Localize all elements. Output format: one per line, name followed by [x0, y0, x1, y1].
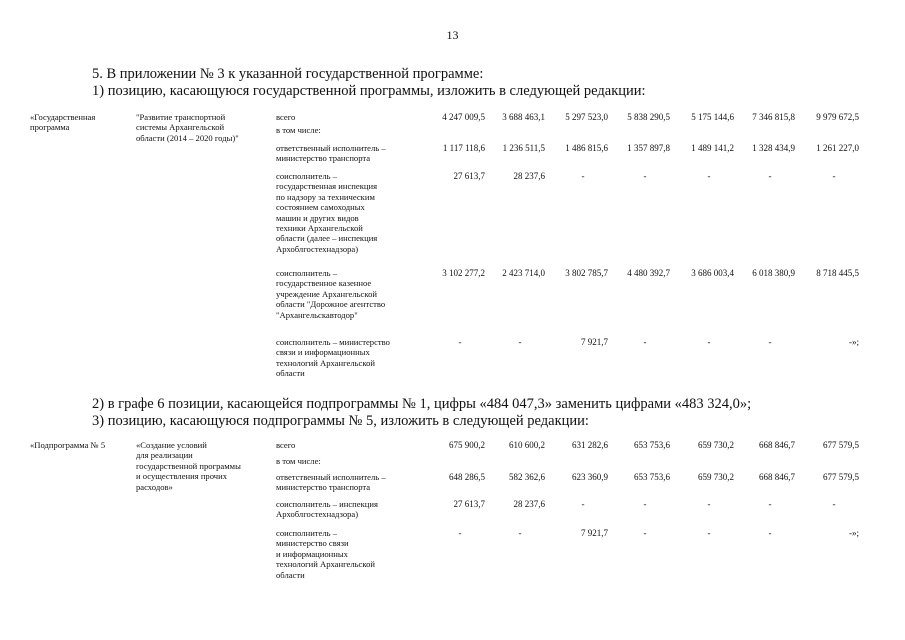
value-cell: - [707, 528, 711, 538]
value-cell: - [768, 171, 772, 181]
value-cell: 1 117 118,6 [442, 143, 485, 153]
value-cell: 582 362,6 [509, 472, 545, 482]
value-cell: - [707, 337, 711, 347]
value-cell: 2 423 714,0 [502, 268, 545, 278]
row-label: соисполнитель – государственная инспекция по надзору за техническим состоянием самоходных машин и других видов техники Архангельской области (далее – инспекция Архоблгостехнадзора) [276, 171, 378, 254]
value-cell: 677 579,5 [823, 440, 859, 450]
value-cell: 27 613,7 [453, 499, 485, 509]
value-cell: 8 718 445,5 [816, 268, 859, 278]
value-cell: 28 237,6 [513, 499, 545, 509]
value-cell: 3 102 277,2 [442, 268, 485, 278]
value-cell: 7 921,7 [581, 337, 608, 347]
value-cell: 6 018 380,9 [752, 268, 795, 278]
item-1-text: 1) позицию, касающуюся государственной программы, изложить в следующей редакции: [92, 83, 646, 99]
value-cell: 5 175 144,6 [691, 112, 734, 122]
value-cell: - [643, 499, 647, 509]
table2-col2: «Создание условий для реализации государственной программы и осуществления прочих расходов» [136, 440, 241, 492]
row-label: соисполнитель – министерство связи и информационных технологий Архангельской области [276, 528, 375, 580]
value-cell: 5 297 523,0 [565, 112, 608, 122]
value-cell: - [458, 528, 462, 538]
value-cell: 631 282,6 [572, 440, 608, 450]
value-cell: 668 846,7 [759, 440, 795, 450]
item-3-text: 3) позицию, касающуюся подпрограммы № 5, изложить в следующей редакции: [92, 413, 589, 429]
value-cell: 659 730,2 [698, 472, 734, 482]
item-2-text: 2) в графе 6 позиции, касающейся подпрограммы № 1, цифры «484 047,3» заменить цифрами «483 324,0»; [92, 396, 752, 412]
value-cell: 3 802 785,7 [565, 268, 608, 278]
value-cell: 648 286,5 [449, 472, 485, 482]
value-cell: 677 579,5 [823, 472, 859, 482]
value-cell: - [518, 528, 522, 538]
value-cell: - [768, 528, 772, 538]
row-label: всего [276, 440, 296, 450]
row-label: в том числе: [276, 125, 321, 135]
value-cell: 4 480 392,7 [627, 268, 670, 278]
value-cell: - [643, 528, 647, 538]
value-cell: 1 357 897,8 [627, 143, 670, 153]
row-label: соисполнитель – государственное казенное учреждение Архангельской области "Дорожное агентство "Архангельскавтодор" [276, 268, 386, 320]
value-cell: 1 236 511,5 [502, 143, 545, 153]
value-cell: 28 237,6 [513, 171, 545, 181]
value-cell: 1 486 815,6 [565, 143, 608, 153]
value-cell: 653 753,6 [634, 440, 670, 450]
value-cell: 1 328 434,9 [752, 143, 795, 153]
page-number: 13 [446, 28, 459, 42]
value-cell: - [832, 499, 836, 509]
value-cell: 653 753,6 [634, 472, 670, 482]
value-cell: - [643, 337, 647, 347]
value-cell: - [832, 171, 836, 181]
value-cell: 1 261 227,0 [816, 143, 859, 153]
table1-col2: "Развитие транспортной системы Архангельской области (2014 – 2020 годы)" [136, 112, 239, 143]
row-label: всего [276, 112, 296, 122]
value-cell: 7 346 815,8 [752, 112, 795, 122]
row-label: соисполнитель – инспекция Архоблгостехнадзора) [276, 499, 378, 520]
row-label: соисполнитель – министерство связи и информационных технологий Архангельской области [276, 337, 390, 379]
value-cell: - [707, 499, 711, 509]
row-label: в том числе: [276, 456, 321, 466]
value-cell: -»; [849, 337, 859, 347]
value-cell: 4 247 009,5 [442, 112, 485, 122]
value-cell: - [581, 499, 585, 509]
row-label: ответственный исполнитель – министерство транспорта [276, 472, 386, 493]
table2-col1: «Подпрограмма № 5 [30, 440, 106, 450]
value-cell: - [768, 499, 772, 509]
value-cell: -»; [849, 528, 859, 538]
table1-col1: «Государственная программа [30, 112, 96, 133]
value-cell: - [518, 337, 522, 347]
value-cell: 1 489 141,2 [691, 143, 734, 153]
value-cell: - [768, 337, 772, 347]
value-cell: 3 688 463,1 [502, 112, 545, 122]
value-cell: 27 613,7 [453, 171, 485, 181]
value-cell: 3 686 003,4 [691, 268, 734, 278]
value-cell: - [458, 337, 462, 347]
section-5-heading: 5. В приложении № 3 к указанной государственной программе: [92, 66, 484, 82]
row-label: ответственный исполнитель – министерство транспорта [276, 143, 386, 164]
value-cell: 623 360,9 [572, 472, 608, 482]
value-cell: 668 846,7 [759, 472, 795, 482]
value-cell: 659 730,2 [698, 440, 734, 450]
value-cell: - [643, 171, 647, 181]
value-cell: 675 900,2 [449, 440, 485, 450]
value-cell: - [581, 171, 585, 181]
value-cell: - [707, 171, 711, 181]
value-cell: 5 838 290,5 [627, 112, 670, 122]
value-cell: 610 600,2 [509, 440, 545, 450]
value-cell: 9 979 672,5 [816, 112, 859, 122]
value-cell: 7 921,7 [581, 528, 608, 538]
